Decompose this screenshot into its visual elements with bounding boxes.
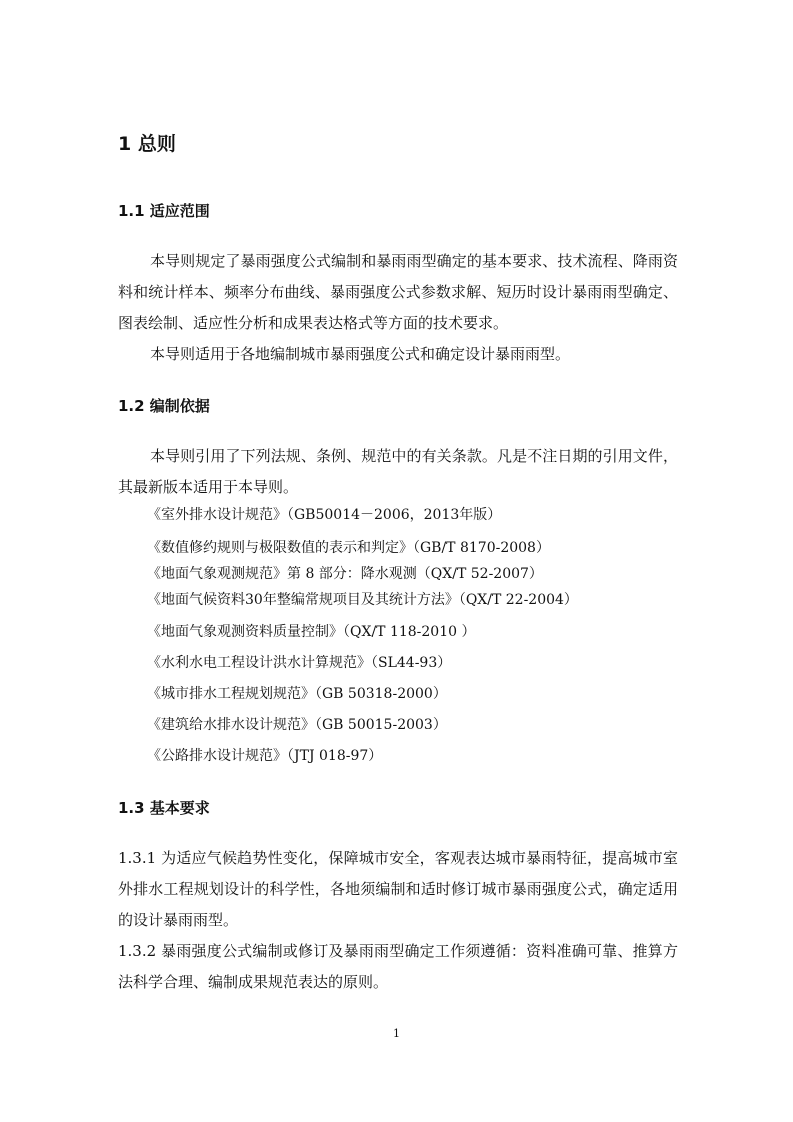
- reference-item: 《地面气候资料30年整编常规项目及其统计方法》（QX/T 22-2004）: [147, 592, 578, 608]
- reference-item: 《地面气象观测规范》第 8 部分：降水观测（QX/T 52-2007）: [147, 566, 543, 582]
- clause-1-3-1: 1.3.1 为适应气候趋势性变化，保障城市安全，客观表达城市暴雨特征，提高城市室外排水工程规划设计的科学性，各地须编制和适时修订城市暴雨强度公式，确定适用的设计暴雨雨型。: [118, 849, 678, 929]
- section-1-1-paragraph-1: 本导则规定了暴雨强度公式编制和暴雨雨型确定的基本要求、技术流程、降雨资料和统计样本、频率分布曲线、暴雨强度公式参数求解、短历时设计暴雨雨型确定、图表绘制、适应性分析和成果表达格式等方面的技术要求。: [118, 252, 678, 332]
- section-1-1-heading: 1.1 适应范围: [118, 202, 210, 220]
- reference-item: 《数值修约规则与极限数值的表示和判定》（GB/T 8170-2008）: [147, 540, 550, 556]
- clause-1-3-2: 1.3.2 暴雨强度公式编制或修订及暴雨雨型确定工作须遵循：资料准确可靠、推算方法科学合理、编制成果规范表达的原则。: [118, 942, 678, 991]
- section-1-2-heading: 1.2 编制依据: [118, 397, 210, 415]
- reference-item: 《公路排水设计规范》（JTJ 018-97）: [147, 748, 383, 764]
- reference-item: 《建筑给水排水设计规范》（GB 50015-2003）: [147, 717, 447, 733]
- section-1-2-paragraph-1: 本导则引用了下列法规、条例、规范中的有关条款。凡是不注日期的引用文件，其最新版本适用于本导则。: [118, 447, 678, 496]
- section-1-1-paragraph-2: 本导则适用于各地编制城市暴雨强度公式和确定设计暴雨雨型。: [150, 345, 571, 363]
- reference-item: 《地面气象观测资料质量控制》（QX/T 118-2010 ）: [147, 624, 476, 640]
- reference-item: 《室外排水设计规范》（GB50014－2006，2013年版）: [147, 507, 502, 523]
- page-number: 1: [393, 1027, 400, 1040]
- section-1-heading: 1 总则: [118, 133, 176, 155]
- reference-item: 《水利水电工程设计洪水计算规范》（SL44-93）: [147, 655, 452, 671]
- section-1-3-heading: 1.3 基本要求: [118, 799, 210, 817]
- reference-item: 《城市排水工程规划规范》（GB 50318-2000）: [147, 686, 447, 702]
